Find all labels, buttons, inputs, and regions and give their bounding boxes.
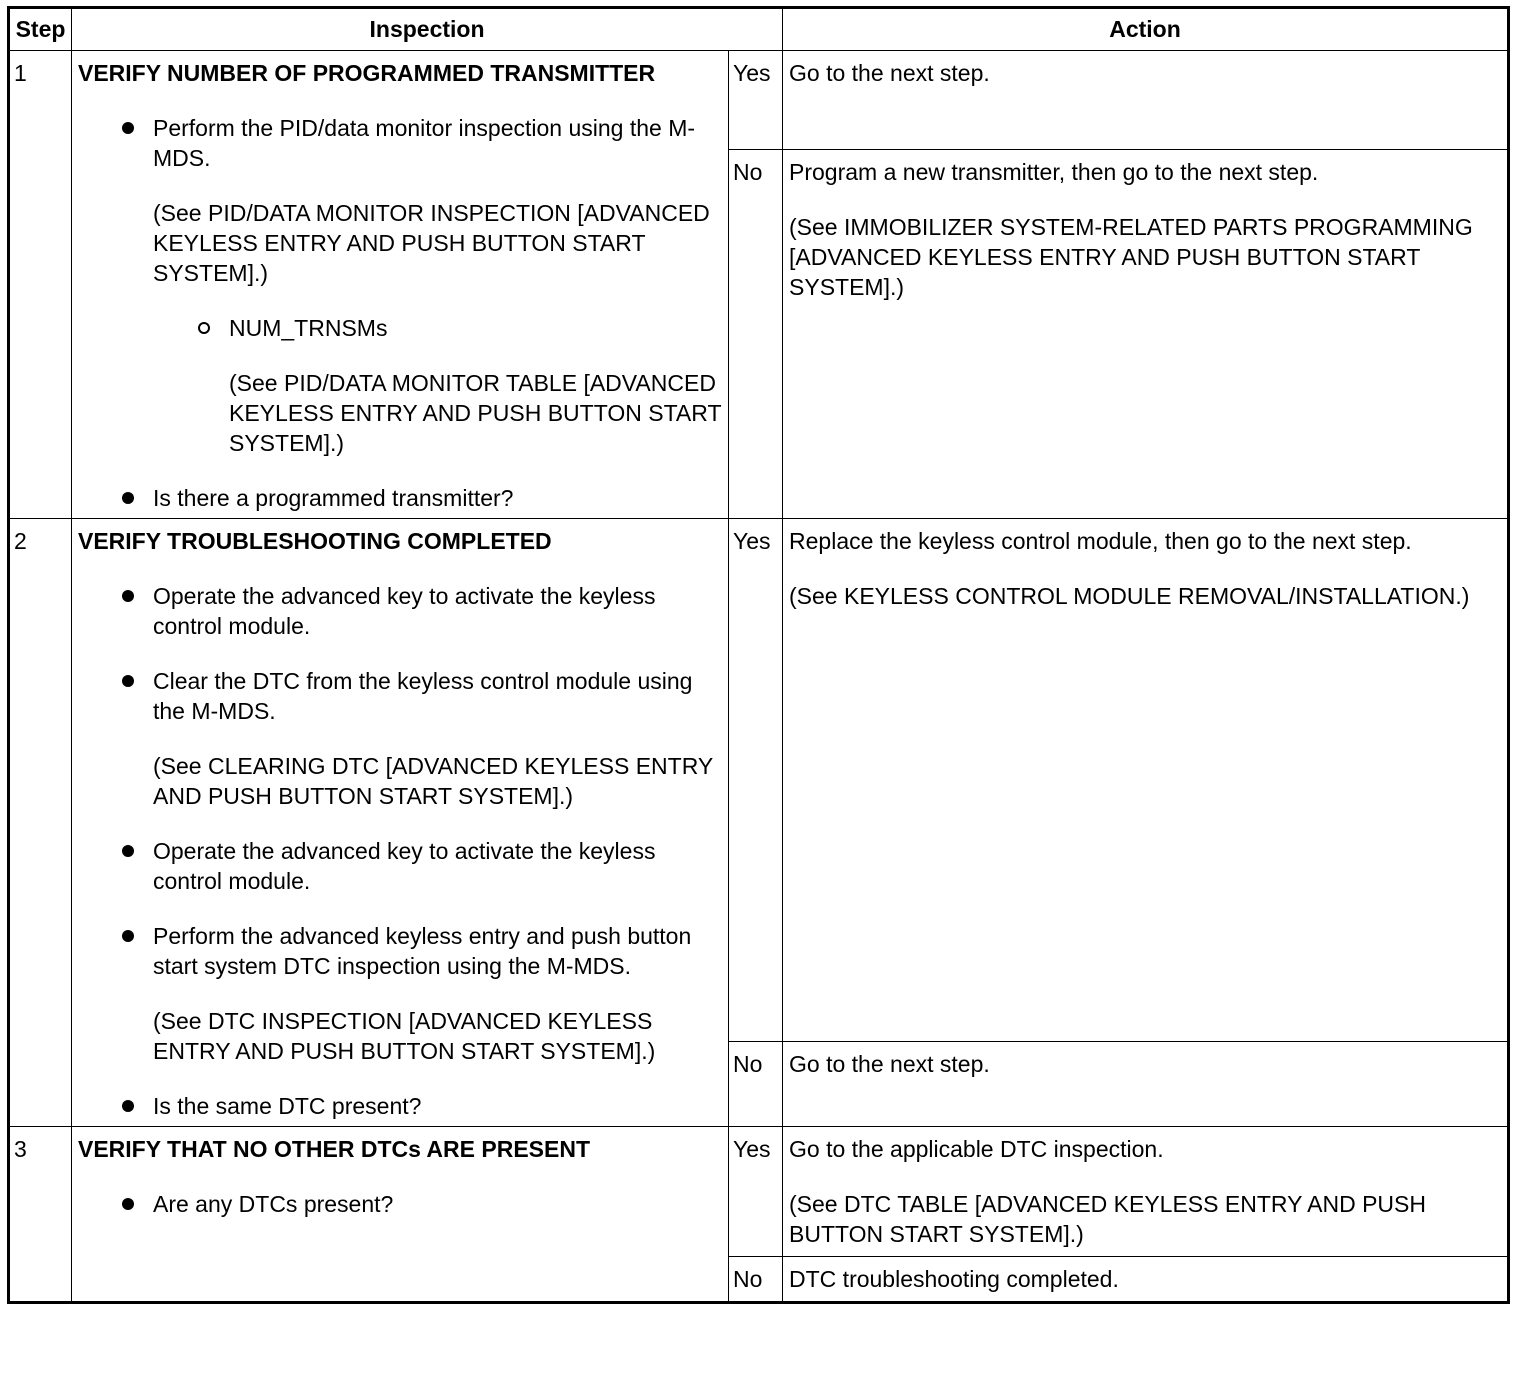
step-2-no-action-text: Go to the next step.	[789, 1051, 990, 1077]
step-1-inspection	[72, 51, 729, 519]
step-3-yes-label: Yes	[729, 1127, 783, 1257]
step-3-inspection	[72, 1127, 729, 1303]
step-2-yes-action-reference: (See KEYLESS CONTROL MODULE REMOVAL/INSTALLATION.)	[789, 583, 1470, 609]
step-2-bullet-3: Operate the advanced key to activate the keyless control module.	[78, 836, 722, 896]
step-3-yes-action-text: Go to the applicable DTC inspection.	[789, 1136, 1164, 1162]
header-action: Action	[783, 8, 1509, 51]
step-3-no-label: No	[729, 1257, 783, 1303]
step-3-no-action	[783, 1257, 1509, 1303]
step-2-no-action	[783, 1042, 1509, 1127]
step-2-inspection	[72, 519, 729, 1127]
step-3-number: 3	[9, 1127, 72, 1303]
step-1-yes-action	[783, 51, 1509, 150]
step-1-yes-label: Yes	[729, 51, 783, 150]
step-2-yes-action	[783, 519, 1509, 1042]
step-2-no-label: No	[729, 1042, 783, 1127]
step-1-bullet-1: Perform the PID/data monitor inspection using the M-MDS.	[78, 113, 722, 173]
step-2-bullet-2: Clear the DTC from the keyless control module using the M-MDS.	[78, 666, 722, 726]
step-3-yes-action-reference: (See DTC TABLE [ADVANCED KEYLESS ENTRY AND PUSH BUTTON START SYSTEM].)	[789, 1191, 1426, 1247]
step-2-title: VERIFY TROUBLESHOOTING COMPLETED	[78, 528, 552, 554]
step-1-no-action-text: Program a new transmitter, then go to the next step.	[789, 159, 1319, 185]
step-2-yes-action-text: Replace the keyless control module, then go to the next step.	[789, 528, 1412, 554]
step-1-bullet-2: Is there a programmed transmitter?	[78, 483, 722, 513]
step-1-yes-row	[9, 51, 1509, 150]
step-1-yes-action-text: Go to the next step.	[789, 60, 990, 86]
step-2-number: 2	[9, 519, 72, 1127]
step-2-yes-row	[9, 519, 1509, 1042]
step-1-title: VERIFY NUMBER OF PROGRAMMED TRANSMITTER	[78, 60, 656, 86]
step-1-no-action	[783, 150, 1509, 519]
step-1-no-action-reference: (See IMMOBILIZER SYSTEM-RELATED PARTS PROGRAMMING [ADVANCED KEYLESS ENTRY AND PUSH BUTTON START SYSTEM].)	[789, 214, 1473, 300]
header-step: Step	[9, 8, 72, 51]
step-2-bullet-4-reference: (See DTC INSPECTION [ADVANCED KEYLESS ENTRY AND PUSH BUTTON START SYSTEM].)	[153, 1008, 656, 1064]
step-3-yes-row	[9, 1127, 1509, 1257]
step-1-no-label: No	[729, 150, 783, 519]
step-3-title: VERIFY THAT NO OTHER DTCs ARE PRESENT	[78, 1136, 591, 1162]
step-3-yes-action	[783, 1127, 1509, 1257]
step-3-bullet-1: Are any DTCs present?	[78, 1189, 722, 1219]
step-3-no-action-text: DTC troubleshooting completed.	[789, 1266, 1119, 1292]
step-1-number: 1	[9, 51, 72, 519]
step-2-bullet-2-reference: (See CLEARING DTC [ADVANCED KEYLESS ENTRY AND PUSH BUTTON START SYSTEM].)	[153, 753, 713, 809]
troubleshooting-table	[7, 6, 1510, 1304]
step-2-bullet-5: Is the same DTC present?	[78, 1091, 722, 1121]
step-1-sub-bullet-reference: (See PID/DATA MONITOR TABLE [ADVANCED KEYLESS ENTRY AND PUSH BUTTON START SYSTEM].)	[229, 370, 722, 456]
step-1-bullet-1-reference: (See PID/DATA MONITOR INSPECTION [ADVANCED KEYLESS ENTRY AND PUSH BUTTON START SYSTEM].)	[153, 200, 710, 286]
step-1-sub-bullet: NUM_TRNSMs	[78, 313, 722, 343]
header-row	[9, 8, 1509, 51]
step-2-bullet-4: Perform the advanced keyless entry and push button start system DTC inspection using the M-MDS.	[78, 921, 722, 981]
step-2-bullet-1: Operate the advanced key to activate the keyless control module.	[78, 581, 722, 641]
header-inspection: Inspection	[72, 8, 783, 51]
step-2-yes-label: Yes	[729, 519, 783, 1042]
